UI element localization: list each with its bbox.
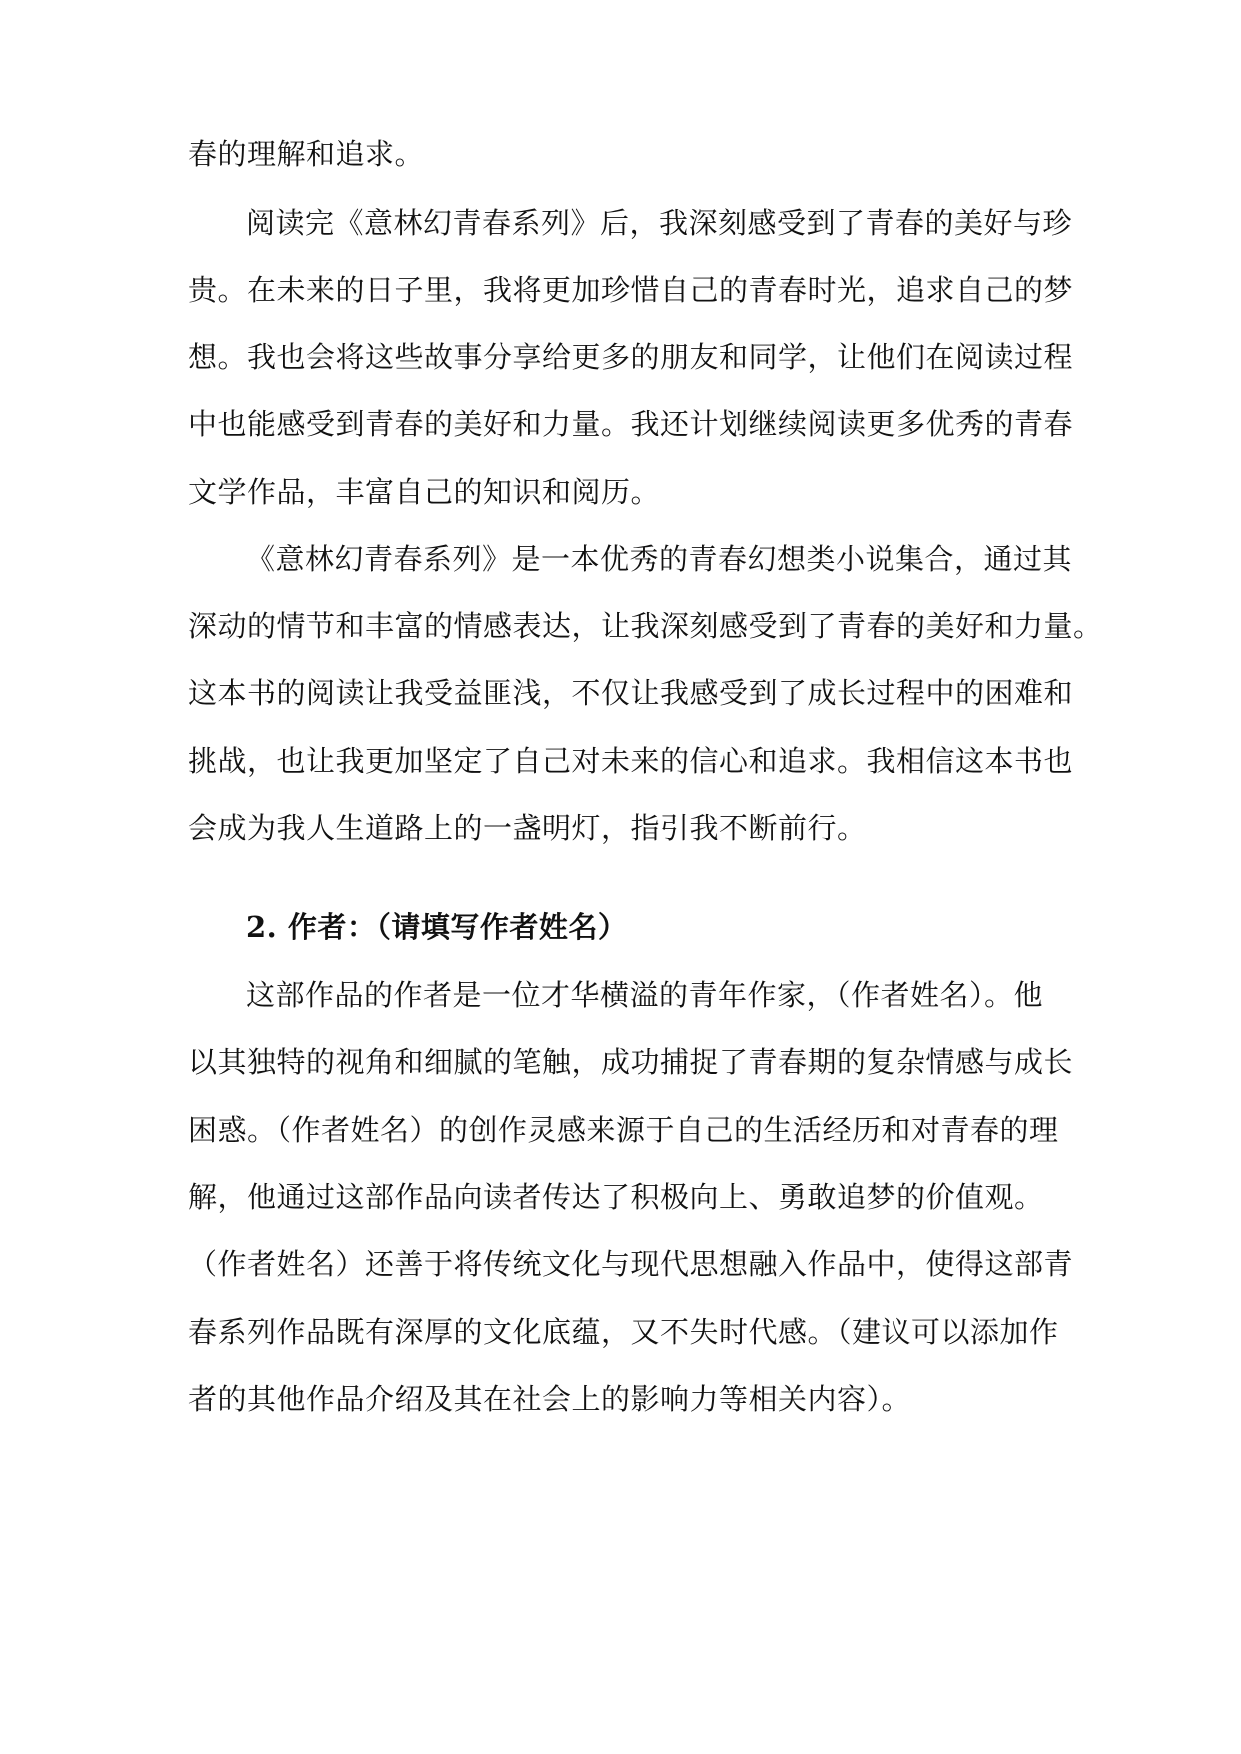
text-line: 文学作品，丰富自己的知识和阅历。	[188, 475, 661, 509]
text-line: 解，他通过这部作品向读者传达了积极向上、勇敢追梦的价值观。	[188, 1180, 1044, 1214]
text-line: 困惑。（作者姓名）的创作灵感来源于自己的生活经历和对青春的理	[188, 1113, 1059, 1147]
text-line: 会成为我人生道路上的一盏明灯，指引我不断前行。	[188, 811, 867, 845]
paragraph-first-line: 《意林幻青春系列》是一本优秀的青春幻想类小说集合，通过其	[246, 542, 1073, 576]
text-line: 春系列作品既有深厚的文化底蕴，又不失时代感。（建议可以添加作	[188, 1315, 1059, 1349]
text-line: 挑战，也让我更加坚定了自己对未来的信心和追求。我相信这本书也	[188, 744, 1074, 778]
text-line: 以其独特的视角和细腻的笔触，成功捕捉了青春期的复杂情感与成长	[188, 1045, 1074, 1079]
text-line: 想。我也会将这些故事分享给更多的朋友和同学，让他们在阅读过程	[188, 340, 1074, 374]
text-line: （作者姓名）还善于将传统文化与现代思想融入作品中，使得这部青	[188, 1247, 1074, 1281]
text-line: 者的其他作品介绍及其在社会上的影响力等相关内容）。	[188, 1382, 912, 1416]
text-line: 春的理解和追求。	[188, 137, 425, 171]
paragraph-first-line: 这部作品的作者是一位才华横溢的青年作家，（作者姓名）。他	[246, 978, 1044, 1012]
paragraph-first-line: 阅读完《意林幻青春系列》后，我深刻感受到了青春的美好与珍	[246, 206, 1073, 240]
text-line: 中也能感受到青春的美好和力量。我还计划继续阅读更多优秀的青春	[188, 407, 1074, 441]
text-line: 这本书的阅读让我受益匪浅，不仅让我感受到了成长过程中的困难和	[188, 676, 1074, 710]
text-line: 深动的情节和丰富的情感表达，让我深刻感受到了青春的美好和力量。	[188, 609, 1103, 643]
section-heading: 2. 作者：（请填写作者姓名）	[246, 910, 628, 944]
text-line: 贵。在未来的日子里，我将更加珍惜自己的青春时光，追求自己的梦	[188, 273, 1074, 307]
